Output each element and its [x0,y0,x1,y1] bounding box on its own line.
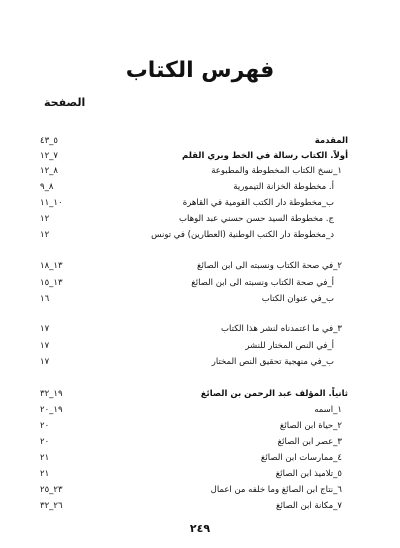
toc-entry [40,323,348,336]
toc-entry [40,484,348,497]
toc-entry-page: ٢٣_٢٥ [40,485,63,495]
toc-entry [40,135,348,148]
toc-entry-page: ١٠_١١ [40,198,63,208]
toc-entry-page: ٢٦_٣٢ [40,501,63,511]
toc-entry-label: المقدمة [314,136,348,146]
toc-entry-label: أ. مخطوطة الخزانة التيمورية [233,182,334,192]
toc-entry-label: أ_في النص المختار للنشر [245,341,334,351]
toc-entry-label: أ_في صحة الكتاب ونسبته الى ابن الصائغ [191,278,334,288]
toc-entry-label: ب_في عنوان الكتاب [261,294,334,304]
toc-entry-page: ١٣_١٨ [40,261,63,271]
toc-entry-page: ٢١ [40,469,50,479]
toc-entry [40,197,348,210]
toc-entry-page: ٨_٩ [40,182,54,192]
toc-entry [40,181,348,194]
toc-entry [40,452,348,465]
toc-entry-label: ٣_عصر ابن الصائغ [277,437,342,447]
toc-entry-page: ٧_١٢ [40,151,58,161]
toc-entry-label: ثانياً. المؤلف عبد الرحمن بن الصائغ [200,389,348,399]
toc-entry-page: ١٢ [40,230,50,240]
toc-entry-page: ١٢ [40,214,50,224]
toc-entry-page: ١٧ [40,341,50,351]
toc-entry-label: أولاً. الكتاب رسالة في الخط وبري القلم [182,151,348,161]
toc-entry-page: ١٧ [40,324,50,334]
toc-entry-label: ب_مخطوطة دار الكتب القومية في القاهرة [182,198,334,208]
toc-entry [40,260,348,273]
toc-entry [40,340,348,353]
toc-entry [40,213,348,226]
toc-entry-label: ٢_حياة ابن الصائغ [279,421,342,431]
toc-entry-label: ٣_في ما اعتمدناه لنشر هذا الكتاب [221,324,342,334]
toc-entry [40,293,348,306]
toc-entry [40,150,348,163]
toc-entry-label: ٧_مكانة ابن الصائغ [276,501,342,511]
toc-entry-page: ١٩_٣٢ [40,389,63,399]
toc-entry-page: ٢١ [40,453,50,463]
toc-entry [40,277,348,290]
toc-entry-page: ١٧ [40,357,50,367]
page-column-header: الصفحة [44,96,86,109]
toc-entry-label: ٤_ممارسات ابن الصائغ [260,453,342,463]
toc-entry [40,229,348,242]
toc-entry-label: ٥_تلاميذ ابن الصائغ [275,469,342,479]
toc-entry [40,165,348,178]
toc-entry-page: ٢٠ [40,437,50,447]
toc-entry [40,468,348,481]
toc-entry-label: ١_نسخ الكتاب المخطوطة والمطبوعة [211,166,342,176]
toc-entry-page: ٨_١٢ [40,166,58,176]
toc-entry-label: ج. مخطوطة السيد حسن حسني عبد الوهاب [179,214,334,224]
page-title: فهرس الكتاب [125,58,275,83]
toc-entry-label: ٦_نتاج ابن الصائغ وما خلفه من اعمال [210,485,342,495]
toc-entry [40,500,348,513]
toc-entry [40,388,348,401]
toc-entry-label: ١_اسمه [314,405,342,415]
page-number: ٢٤٩ [189,522,211,535]
toc-entry [40,404,348,417]
toc-entry-label: د_مخطوطة دار الكتب الوطنية (العطارين) في تونس [151,230,334,240]
toc-entry-page: ١٦ [40,294,50,304]
toc-entry-label: ٢_في صحة الكتاب ونسبته الى ابن الصائغ [196,261,342,271]
toc-entry [40,356,348,369]
toc-entry [40,420,348,433]
toc-entry [40,436,348,449]
toc-entry-page: ٥_٤٣ [40,136,58,146]
toc-entry-page: ١٩_٢٠ [40,405,63,415]
toc-entry-page: ١٣_١٥ [40,278,63,288]
toc-entry-label: ب_في منهجية تحقيق النص المختار [211,357,334,367]
toc-entry-page: ٢٠ [40,421,50,431]
